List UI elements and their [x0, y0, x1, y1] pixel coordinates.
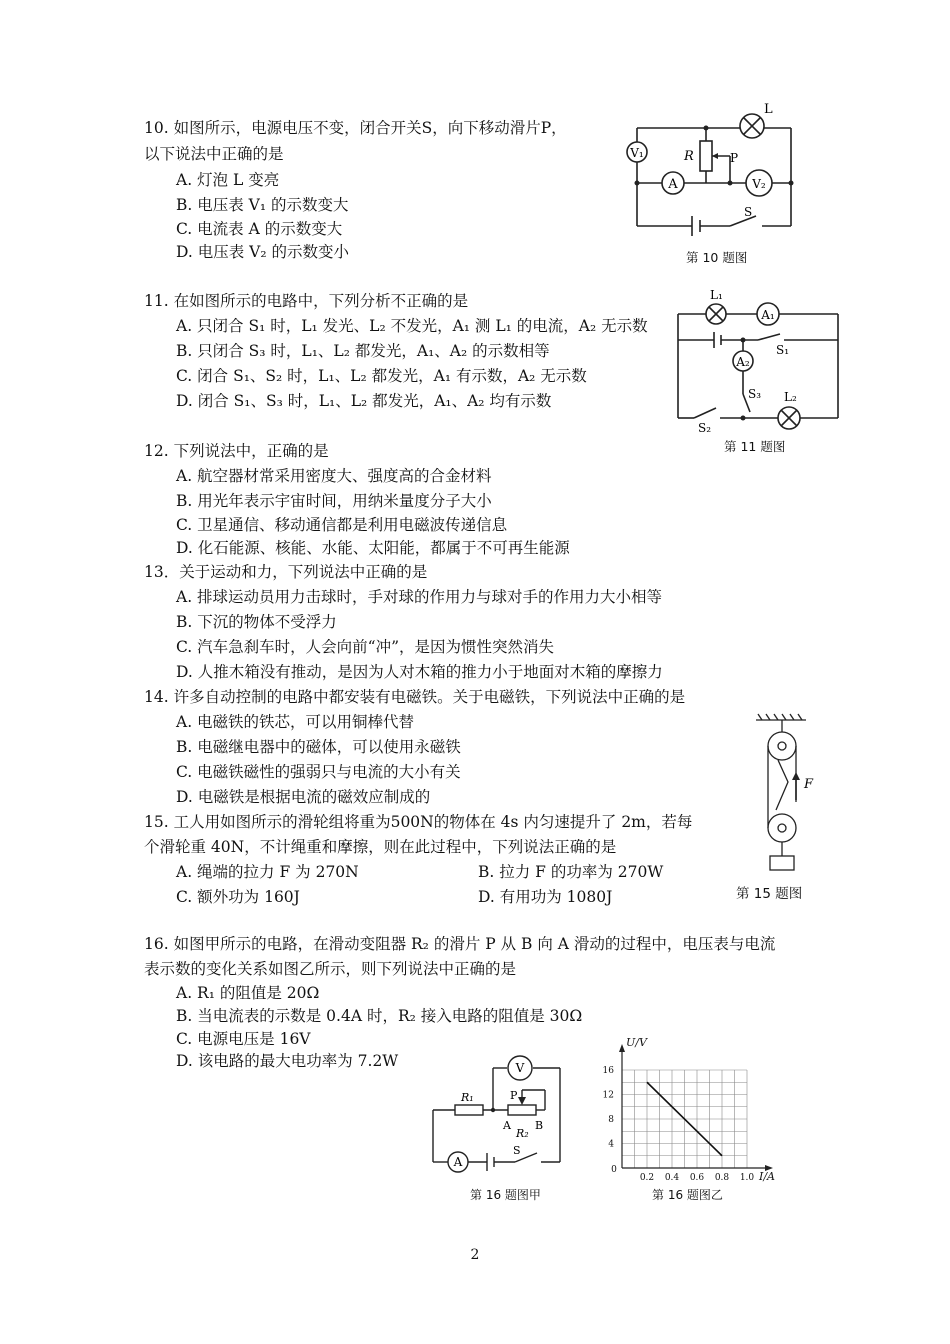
q16-option-b: B. 当电流表的示数是 0.4A 时，R₂ 接入电路的阻值是 30Ω: [176, 1007, 583, 1025]
q12-option-c: C. 卫星通信、移动通信都是利用电磁波传递信息: [176, 516, 508, 534]
q16-label-B: B: [535, 1119, 544, 1132]
q16-label-R2: R₂: [516, 1127, 529, 1140]
q15-option-a: A. 绳端的拉力 F 为 270N: [176, 863, 359, 881]
q16-stem-line1: 16. 如图甲所示的电路，在滑动变阻器 R₂ 的滑片 P 从 B 向 A 滑动的过程中，电压表与电流: [144, 935, 776, 953]
q13-option-d: D. 人推木箱没有推动，是因为人对木箱的推力小于地面对木箱的摩擦力: [176, 663, 663, 681]
q11-label-S3: S₃: [748, 387, 762, 401]
q10-label-R: R: [684, 149, 694, 164]
q12-option-d: D. 化石能源、核能、水能、太阳能，都属于不可再生能源: [176, 539, 570, 557]
q15-stem-line2: 个滑轮重 40N，不计绳重和摩擦，则在此过程中，下列说法正确的是: [144, 838, 617, 856]
q11-label-A1: A₁: [761, 308, 775, 322]
q14-option-c: C. 电磁铁磁性的强弱只与电流的大小有关: [176, 763, 461, 781]
q10-label-S: S: [744, 205, 753, 219]
y-axis-label: U/V: [626, 1036, 647, 1049]
q11-option-c: C. 闭合 S₁、S₂ 时，L₁、L₂ 都发光，A₁ 有示数，A₂ 无示数: [176, 367, 587, 385]
q16-label-S: S: [513, 1144, 521, 1157]
q10-option-d: D. 电压表 V₂ 的示数变小: [176, 243, 349, 261]
q11-caption: 第 11 题图: [724, 439, 786, 454]
q10-label-A: A: [668, 177, 678, 192]
q16-option-a: A. R₁ 的阻值是 20Ω: [176, 984, 320, 1002]
q15-option-c: C. 额外功为 160J: [176, 888, 300, 906]
q10-label-P: P: [730, 151, 739, 165]
q16-label-ammeter: A: [453, 1155, 463, 1169]
x-tick-label: 0.4: [664, 1173, 680, 1183]
q14-stem: 14. 许多自动控制的电路中都安装有电磁铁。关于电磁铁，下列说法中正确的是: [144, 688, 686, 706]
q11-option-b: B. 只闭合 S₃ 时，L₁、L₂ 都发光，A₁、A₂ 的示数相等: [176, 342, 550, 360]
q11-option-a: A. 只闭合 S₁ 时，L₁ 发光、L₂ 不发光，A₁ 测 L₁ 的电流，A₂ 无示数: [176, 317, 648, 335]
q12-stem: 12. 下列说法中，正确的是: [144, 442, 329, 460]
q13-option-a: A. 排球运动员用力击球时，手对球的作用力与球对手的作用力大小相等: [176, 588, 663, 606]
q15-caption: 第 15 题图: [736, 886, 803, 902]
y-tick-label: 8: [608, 1115, 614, 1125]
q16-stem-line2: 表示数的变化关系如图乙所示，则下列说法中正确的是: [144, 960, 517, 978]
q10-label-V1: V₁: [630, 146, 644, 160]
q14-option-a: A. 电磁铁的铁芯，可以用铜棒代替: [176, 713, 415, 731]
q13-option-b: B. 下沉的物体不受浮力: [176, 613, 337, 631]
q14-option-d: D. 电磁铁是根据电流的磁效应制成的: [176, 788, 431, 806]
q12-option-a: A. 航空器材常采用密度大、强度高的合金材料: [176, 467, 492, 485]
q11-label-A2: A₂: [736, 355, 750, 369]
x-tick-label: 0.6: [689, 1173, 705, 1183]
q11-label-L1: L₁: [710, 288, 723, 302]
y-axis-arrow: [619, 1044, 625, 1052]
q16-caption-b: 第 16 题图乙: [652, 1188, 723, 1202]
q10-stem-line2: 以下说法中正确的是: [144, 145, 284, 163]
q11-circuit-diagram: [668, 284, 848, 434]
q10-option-a: A. 灯泡 L 变亮: [176, 171, 280, 189]
q10-option-c: C. 电流表 A 的示数变大: [176, 220, 343, 238]
q10-stem-line1: 10. 如图所示，电源电压不变，闭合开关S，向下移动滑片P，: [144, 119, 567, 137]
x-tick-label: 0.2: [639, 1173, 655, 1183]
q11-label-S1: S₁: [776, 343, 790, 357]
q16-label-V: V: [515, 1061, 525, 1075]
chart-ticks: [603, 1036, 776, 1183]
q10-label-V2: V₂: [752, 177, 766, 191]
q11-label-S2: S₂: [698, 421, 712, 435]
q16-circuit-diagram: [425, 1050, 570, 1180]
q15-option-d: D. 有用功为 1080J: [478, 888, 613, 906]
q14-option-b: B. 电磁继电器中的磁体，可以使用永磁铁: [176, 738, 461, 756]
q16-label-P: P: [510, 1089, 518, 1102]
x-tick-label: 0.8: [714, 1173, 730, 1183]
q15-pulley-diagram: [748, 710, 828, 880]
q10-circuit-diagram: [620, 98, 800, 238]
q15-option-b: B. 拉力 F 的功率为 270W: [478, 863, 664, 881]
x-axis-label: I/A: [759, 1170, 775, 1183]
q10-caption: 第 10 题图: [686, 250, 748, 265]
x-tick-label: 1.0: [739, 1173, 755, 1183]
q11-label-L2: L₂: [784, 390, 797, 404]
q13-option-c: C. 汽车急刹车时，人会向前“冲”，是因为惯性突然消失: [176, 638, 555, 656]
q16-label-R1: R₁: [461, 1091, 474, 1104]
q10-label-L: L: [764, 102, 773, 117]
q16-label-A: A: [503, 1119, 511, 1132]
q16-ui-graph: [592, 1030, 792, 1190]
q11-option-d: D. 闭合 S₁、S₃ 时，L₁、L₂ 都发光，A₁、A₂ 均有示数: [176, 392, 552, 410]
y-tick-label: 16: [602, 1066, 614, 1076]
q10-option-b: B. 电压表 V₁ 的示数变大: [176, 196, 349, 214]
q13-stem: 13．关于运动和力，下列说法中正确的是: [144, 563, 428, 581]
q11-stem: 11. 在如图所示的电路中，下列分析不正确的是: [144, 292, 469, 310]
x-tick-label: 0: [611, 1165, 617, 1175]
y-tick-label: 12: [602, 1090, 614, 1101]
q16-option-c: C. 电源电压是 16V: [176, 1030, 311, 1048]
q16-caption-a: 第 16 题图甲: [470, 1188, 541, 1202]
q12-option-b: B. 用光年表示宇宙时间，用纳米量度分子大小: [176, 492, 492, 510]
q15-stem-line1: 15. 工人用如图所示的滑轮组将重为500N的物体在 4s 内匀速提升了 2m，若每: [144, 813, 693, 831]
chart-axes: [619, 1044, 773, 1171]
q15-label-F: F: [804, 777, 814, 792]
page-number: 2: [470, 1247, 480, 1263]
q16-option-d: D. 该电路的最大电功率为 7.2W: [176, 1052, 399, 1070]
y-tick-label: 4: [608, 1139, 614, 1150]
